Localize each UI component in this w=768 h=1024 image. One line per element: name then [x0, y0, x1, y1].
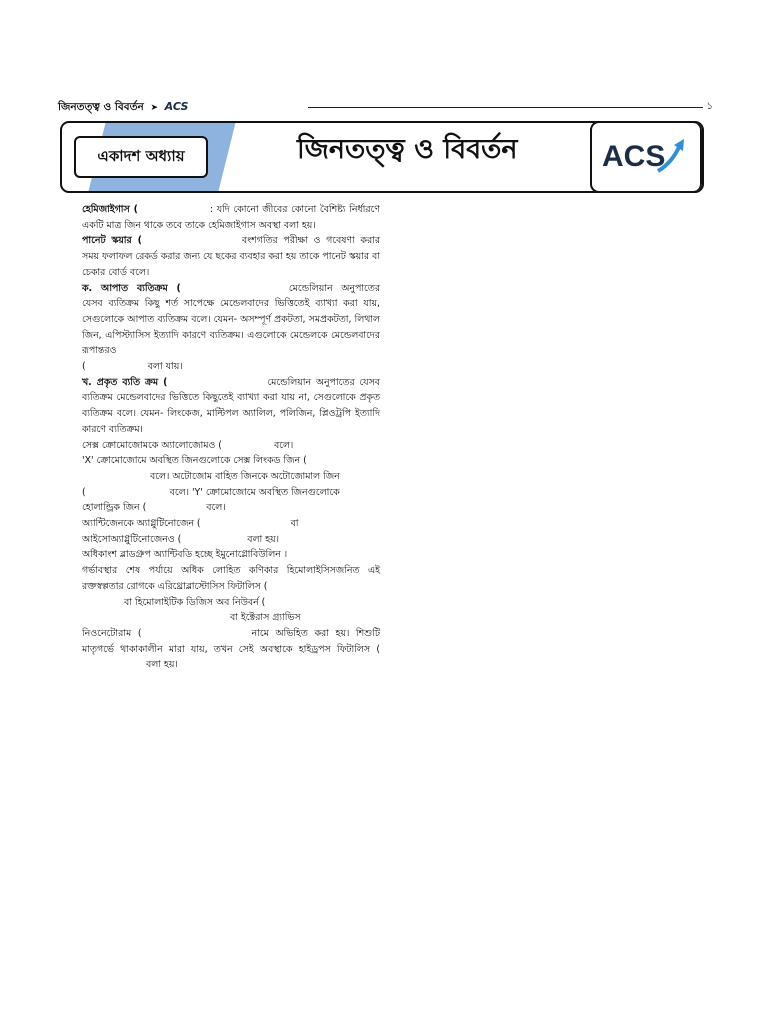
term-hemizygous: হেমিজাইগাস (	[82, 204, 138, 215]
page-content	[82, 202, 380, 673]
text-true-a: মেন্ডেলিয়ান অনুপাতের	[267, 376, 355, 388]
text-immunoglobulin: অধিকাংশ ব্লাডগ্রুপ অ্যান্টিবডি হচ্ছে ইমুনোগ্লোবিউলিন ।	[82, 549, 288, 561]
text-allosome-b: বলে।	[273, 439, 294, 451]
header-rule	[308, 107, 703, 108]
text-eryth-e: নামে অভিহিত করা হয়। শিশুটি মাতৃগর্ভে থাকাকালীন মারা যায়, তখন সেই অবস্থাকে হাইড্রপস ফিটালিস (	[82, 627, 380, 655]
acs-logo-box	[590, 121, 702, 193]
text-eryth-a: গর্ভাবস্থার শেষ পর্যায়ে অধিক লোহিত কণিকার হিমোলাইসিসজনিত এই রক্তস্বল্পতার রোগকে এরিথ্রোব্লাস্টোসিস ফিটালিস (	[82, 565, 380, 592]
arrow-right-icon: ➤	[150, 103, 158, 113]
text-hemizygous: : যদি কোনো জীবের কোনো বৈশিষ্ট্য নির্ধারণে একটি মাত্র জিন থাকে তবে তাকে হেমিজাইগাস অবস্থা বলা হয়।	[82, 204, 380, 231]
text-eryth-d: নিওনেটোরাম (	[82, 627, 142, 639]
chapter-title: জিনতত্ত্ব ও বিবর্তন	[297, 134, 518, 165]
text-sexlinked-d: হোলান্ড্রিক জিন (	[82, 502, 147, 514]
text-agglutinogen-c: আইসোঅ্যাগ্লুটিনোজেনও (	[82, 533, 182, 545]
text-agglutinogen-b: বা	[290, 518, 299, 530]
acs-logo-text: ACS	[602, 140, 666, 173]
text-apparent-open: (	[82, 361, 86, 373]
text-sexlinked-b: বলে। অটোজোম বাহিত জিনকে অটোজোমাল জিন	[150, 470, 340, 482]
page-number: ১	[706, 101, 713, 112]
acs-logo-icon	[600, 133, 690, 177]
text-sexlinked-a: 'X' ক্রোমোজোমে অবস্থিত জিনগুলোকে সেক্স লিংকড জিন (	[82, 455, 307, 467]
breadcrumb	[58, 100, 188, 117]
text-sexlinked-open: (	[82, 486, 86, 498]
text-punnett: বংশগতির পরীক্ষা ও গবেষণা করার সময় ফলাফল রেকর্ড করার জন্য যে ছকের ব্যবহার করা হয় তাকে পানেট স্কয়ার বা চেকার বোর্ড বলে।	[82, 235, 380, 278]
text-apparent-end: বলা যায়।	[147, 361, 183, 373]
chapter-banner	[60, 121, 704, 193]
text-eryth-b: বা হিমোলাইটিক ডিজিস অব নিউবর্ন (	[124, 596, 266, 608]
text-agglutinogen-d: বলা হয়।	[247, 533, 279, 545]
text-agglutinogen-a: অ্যান্টিজেনকে অ্যাগ্লুটিনোজেন (	[82, 518, 201, 530]
text-eryth-c: বা ইক্টেরাস গ্র্যাভিস	[230, 612, 301, 624]
term-apparent-exception: ক. আপাত ব্যতিক্রম (	[82, 282, 181, 294]
text-true-exception: যেসব ব্যতিক্রম মেন্ডেলবাদের ভিত্তিতে কিছুতেই ব্যাখ্যা করা যায় না, সেগুলোকে প্রকৃত ব্যতিক্রম বলে। যেমন- লিংকেজ, মাল্টিপল অ্যালিল, পলিজিন, প্লিওট্রপি ইত্যাদি কারণে ব্যতিক্রম।	[82, 376, 380, 435]
text-apparent-exception: অনুপাতের যেসব ব্যতিক্রম কিছু শর্ত সাপেক্ষে মেন্ডেলবাদের ভিত্তিতেই ব্যাখ্যা করা যায়, সেগুলোকে আপাত ব্যতিক্রম বলে। যেমন- অসম্পূর্ণ প্রকটতা, সমপ্রকটতা, লিথাল জিন, এপিস্ট্যাসিস ইত্যাদি কারণে ব্যতিক্রম। এগুলোকে মেন্ডেলকে মেন্ডেলবাদের রূপান্তরও	[82, 282, 380, 357]
acs-mini-logo: ACS	[164, 100, 189, 113]
paragraph-agglutinogen	[82, 516, 380, 547]
text-sexlinked-e: বলে।	[206, 502, 226, 514]
paragraph-apparent-exception	[82, 281, 380, 375]
paragraph-hemizygous	[82, 202, 380, 233]
paragraph-punnett	[82, 233, 380, 280]
running-header	[58, 99, 713, 117]
text-apparent-a: মেন্ডেলিয়ান	[288, 282, 333, 294]
paragraph-true-exception	[82, 375, 380, 438]
chapter-label-box	[74, 136, 208, 178]
paragraph-erythroblastosis	[82, 563, 380, 673]
paragraph-allosome	[82, 438, 380, 454]
term-punnett: পানেট স্কয়ার (	[82, 235, 142, 247]
term-true-exception: খ. প্রকৃত ব্যতি ক্রম (	[82, 376, 168, 388]
text-sexlinked-c: বলে। 'Y' ক্রোমোজোমে অবস্থিত জিনগুলোকে	[169, 486, 340, 498]
text-eryth-f: বলা হয়।	[146, 659, 178, 671]
paragraph-sex-linked	[82, 453, 380, 516]
breadcrumb-chapter: জিনতত্ত্ব ও বিবর্তন	[58, 101, 144, 113]
paragraph-immunoglobulin	[82, 547, 380, 563]
text-allosome-a: সেক্স ক্রোমোজোমকে অ্যালোজোমও (	[82, 439, 222, 451]
chapter-label: একাদশ অধ্যায়	[97, 146, 185, 165]
